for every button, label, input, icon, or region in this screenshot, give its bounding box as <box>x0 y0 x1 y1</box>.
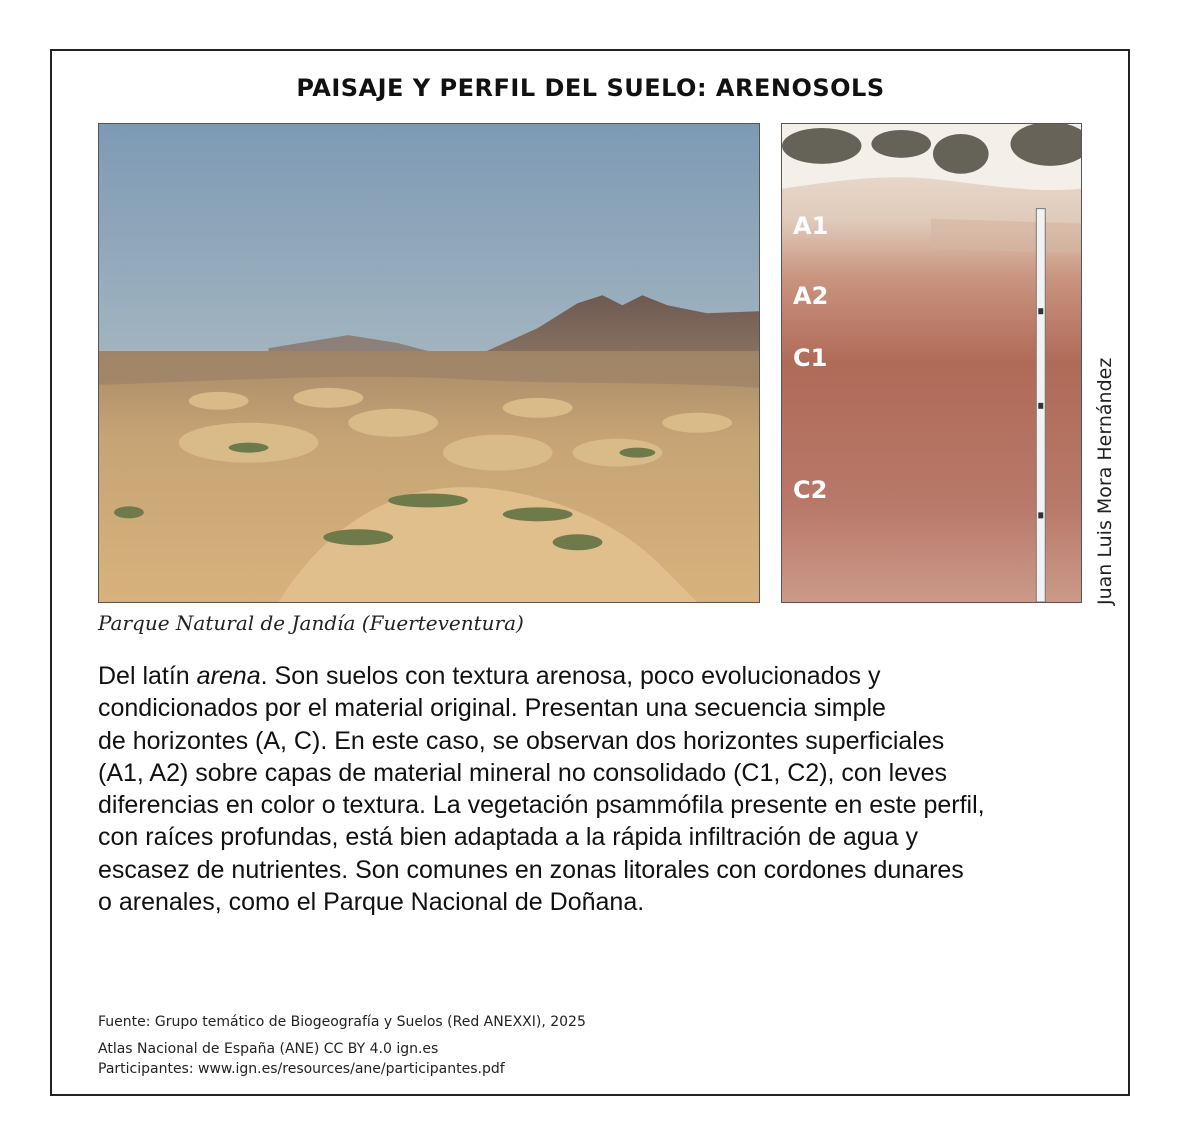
latin-term: arena <box>196 662 261 690</box>
horizon-label-a2: A2 <box>793 282 829 310</box>
page-title: PAISAJE Y PERFIL DEL SUELO: ARENOSOLS <box>296 74 885 102</box>
description-line-7: escasez de nutrientes. Son comunes en zonas litorales con cordones dunares <box>98 855 964 884</box>
landscape-caption: Parque Natural de Jandía (Fuerteventura) <box>98 611 524 635</box>
landscape-illustration <box>99 124 759 602</box>
description-paragraph <box>98 660 1098 918</box>
horizon-label-a1: A1 <box>793 212 829 240</box>
description-line-1: Del latín arena. Son suelos con textura arenosa, poco evolucionados y <box>98 662 881 690</box>
footer-participants: Participantes: www.ign.es/resources/ane/participantes.pdf <box>98 1061 505 1077</box>
landscape-photo <box>98 123 760 603</box>
description-line-6: con raíces profundas, está bien adaptada a la rápida infiltración de agua y <box>98 823 918 852</box>
description-line-3: de horizontes (A, C). En este caso, se observan dos horizontes superficiales <box>98 726 945 755</box>
description-line-4: (A1, A2) sobre capas de material mineral no consolidado (C1, C2), con leves <box>98 758 948 787</box>
footer-source: Fuente: Grupo temático de Biogeografía y Suelos (Red ANEXXI), 2025 <box>98 1014 586 1030</box>
horizon-label-c1: C1 <box>793 344 828 372</box>
footer-atlas: Atlas Nacional de España (ANE) CC BY 4.0 ign.es <box>98 1041 439 1057</box>
description-line-8: o arenales, como el Parque Nacional de Doñana. <box>98 888 645 917</box>
description-line-2: condicionados por el material original. Presentan una secuencia simple <box>98 694 886 723</box>
horizon-label-c2: C2 <box>793 476 828 504</box>
description-line-5: diferencias en color o textura. La vegetación psammófila presente en este perfil, <box>98 791 985 820</box>
photo-credit-text: Juan Luis Mora Hernández <box>1094 357 1116 605</box>
